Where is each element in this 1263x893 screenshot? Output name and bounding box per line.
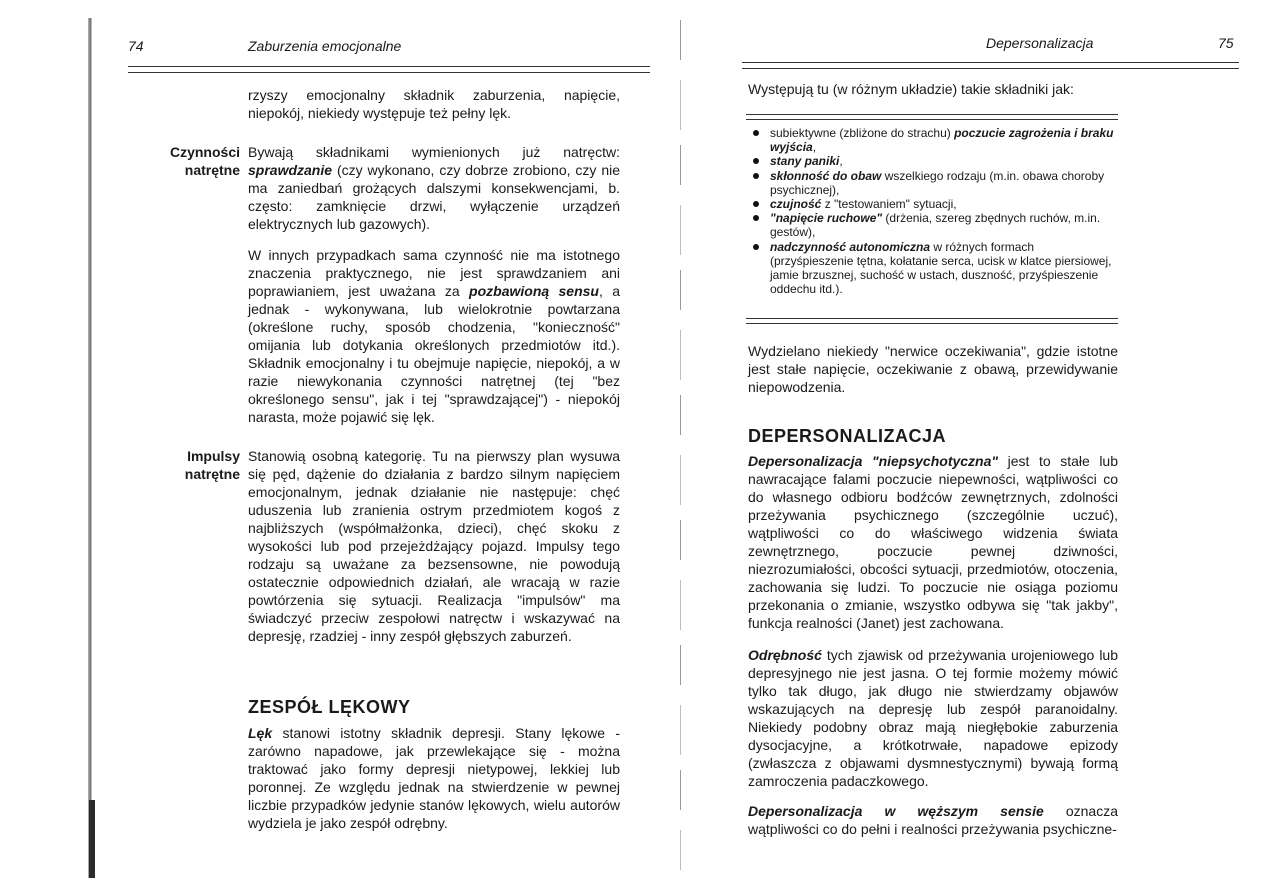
list-item: czujność z "testowaniem" sytuacji, [752,197,1120,211]
left-header-rule [128,66,650,67]
book-edge [88,18,92,878]
list-item: subiektywne (zbliżone do strachu) poczucie zagrożenia i braku wyjścia, [752,126,1120,154]
list-item: stany paniki, [752,154,1120,168]
depersonalization-paragraph: Depersonalizacja "niepsychotyczna" jest to stałe lub nawracające falami poczucie niepewności, wątpliwości co do własnego odbioru bodźców zewnętrznych, zdolności przeżywania psychicznego (szczególnie uczuć), wątpliwości co do właściwego widzenia świata zewnętrznego, poczucie pewnej dziwności, niezrozumiałości, obcości sytuacji, przedmiotów, otoczenia, zachowania się ludzi. To poczucie nie osiąga poziomu przekonania o zmianie, wszystko odbywa się "tak jakby", funkcja realności (Janet) jest zachowana. [748,453,1119,631]
left-running-head: Zaburzenia emocjonalne [248,38,402,54]
impulses-paragraph: Stanowią osobną kategorię. Tu na pierwszy plan wysuwa się pęd, dążenie do działania z bardzo silnym napięciem emocjonalnym, jednak działanie nie następuje: chęć uduszenia lub zranienia ostrym przedmiotem kogoś z najbliższych (współmałżonka, dzieci), chęć skoku z wysokości lub pod przejeżdżający pojazd. Impulsy tego rodzaju są uważane za bezsensowne, nie powodują ostatecznie odpowiednich działań, ale wracają w razie powtórzenia się sytuacji. Realizacja "impulsów" ma świadczyć przeciw zespołowi natręctw i wskazywać na depresję, rzadziej - inny zespół głębszych zaburzeń. [248,448,620,644]
term-pozbawiona-sensu: pozbawioną sensu [469,283,599,299]
term-odrebnosc: Odrębność [748,647,822,663]
term-sprawdzanie: sprawdzanie [248,162,333,178]
left-intro-paragraph: rzyszy emocjonalny składnik zaburzenia, napięcie, niepokój, niekiedy występuje też pełny lęk. [248,87,620,121]
term-depersonalizacja-wezszy-sens: Depersonalizacja w węższym sensie [748,803,1044,819]
right-header-rule [742,62,1239,63]
list-item: "napięcie ruchowe" (drżenia, szereg zbędnych ruchów, m.in. gestów), [752,211,1120,239]
narrow-sense-paragraph: Depersonalizacja w węższym sensie oznacza wątpliwości co do pełni i realności przeżywania psychiczne- [748,803,1118,837]
compulsions-paragraph-1: Bywają składnikami wymienionych już natręctw: sprawdzanie (czy wykonano, czy dobrze zrobiono, czy nie ma zaniedbań grożących dalszymi konsekwencjami, b. często: zamknięcie drzwi, wyłączenie urządzeń elektrycznych lub gazowych). [248,144,621,232]
anxiety-paragraph: Lęk stanowi istotny składnik depresji. Stany lękowe - zarówno napadowe, jak przewlekające się - można traktować jako formy depresji nietypowej, lekkiej lub poronnej. Ze względu jednak na stwierdzenie w pewnej liczbie przypadków jedynie stanów lękowych, wielu autorów wydziela je jako zespół odrębny. [248,725,620,831]
right-running-head: Depersonalizacja [986,35,1094,51]
right-intro: Występują tu (w różnym układzie) takie składniki jak: [748,81,1074,97]
compulsions-paragraph-2: W innych przypadkach sama czynność nie ma istotnego znaczenia praktycznego, nie jest sprawdzaniem ani poprawianiem, jest uważana za pozbawioną sensu, a jednak - wykonywana, lub wielokrotnie powtarzana (określone ruchy, sposób chodzenia, "konieczność" omijania lub dotykania określonych przedmiotów itd.). Składnik emocjonalny i tu obejmuje napięcie, niepokój, a w razie niewykonania czynności natrętnej (tej "bez określonego sensu", jak i tej "sprawdzającej") - niepokój narasta, może pojawić się lęk. [248,247,620,425]
list-top-rule-2 [746,119,1118,120]
book-edge-shadow [89,800,95,878]
margin-note-impulses: Impulsy natrętne [184,448,240,482]
list-item: nadczynność autonomiczna w różnych formach (przyśpieszenie tętna, kołatanie serca, ucisk w klatce piersiowej, jamie brzusznej, suchość w ustach, duszność, przyśpieszenie oddechu itd.). [752,240,1120,297]
distinctness-paragraph: Odrębność tych zjawisk od przeżywania urojeniowego lub depresyjnego nie jest jasna. O tej formie możemy mówić tylko tak długo, jak długo nie stwierdzamy objawów wskazujących na depresję lub zespół paranoidalny. Niekiedy podobny obraz mają niegłębokie zaburzenia dysocjacyjne, a krótkotrwałe, napadowe epizody (zwłaszcza z objawami dysmnestycznymi) bywają formą zamroczenia padaczkowego. [748,647,1119,789]
left-page-number: 74 [128,38,144,54]
symptom-list [752,126,1120,296]
page-gutter [680,20,681,870]
list-top-rule [746,114,1118,115]
left-header-rule-2 [128,72,650,73]
right-page-number: 75 [1218,35,1234,51]
list-item: skłonność do obaw wszelkiego rodzaju (m.in. obawa choroby psychicznej), [752,169,1120,197]
margin-note-compulsions: Czynności natrętne [169,144,240,178]
right-header-rule-2 [742,68,1239,69]
heading-depersonalizacja: DEPERSONALIZACJA [748,426,947,446]
expectation-paragraph: Wydzielano niekiedy "nerwice oczekiwania", gdzie istotne jest stałe napięcie, oczekiwanie z obawą, przewidywanie niepowodzenia. [748,343,1118,395]
list-bottom-rule-2 [746,323,1118,324]
list-bottom-rule [746,318,1118,319]
heading-zespol-lekowy: ZESPÓŁ LĘKOWY [248,697,411,717]
term-depersonalizacja-niepsychotyczna: Depersonalizacja "niepsychotyczna" [748,453,999,469]
term-lek: Lęk [248,725,273,741]
